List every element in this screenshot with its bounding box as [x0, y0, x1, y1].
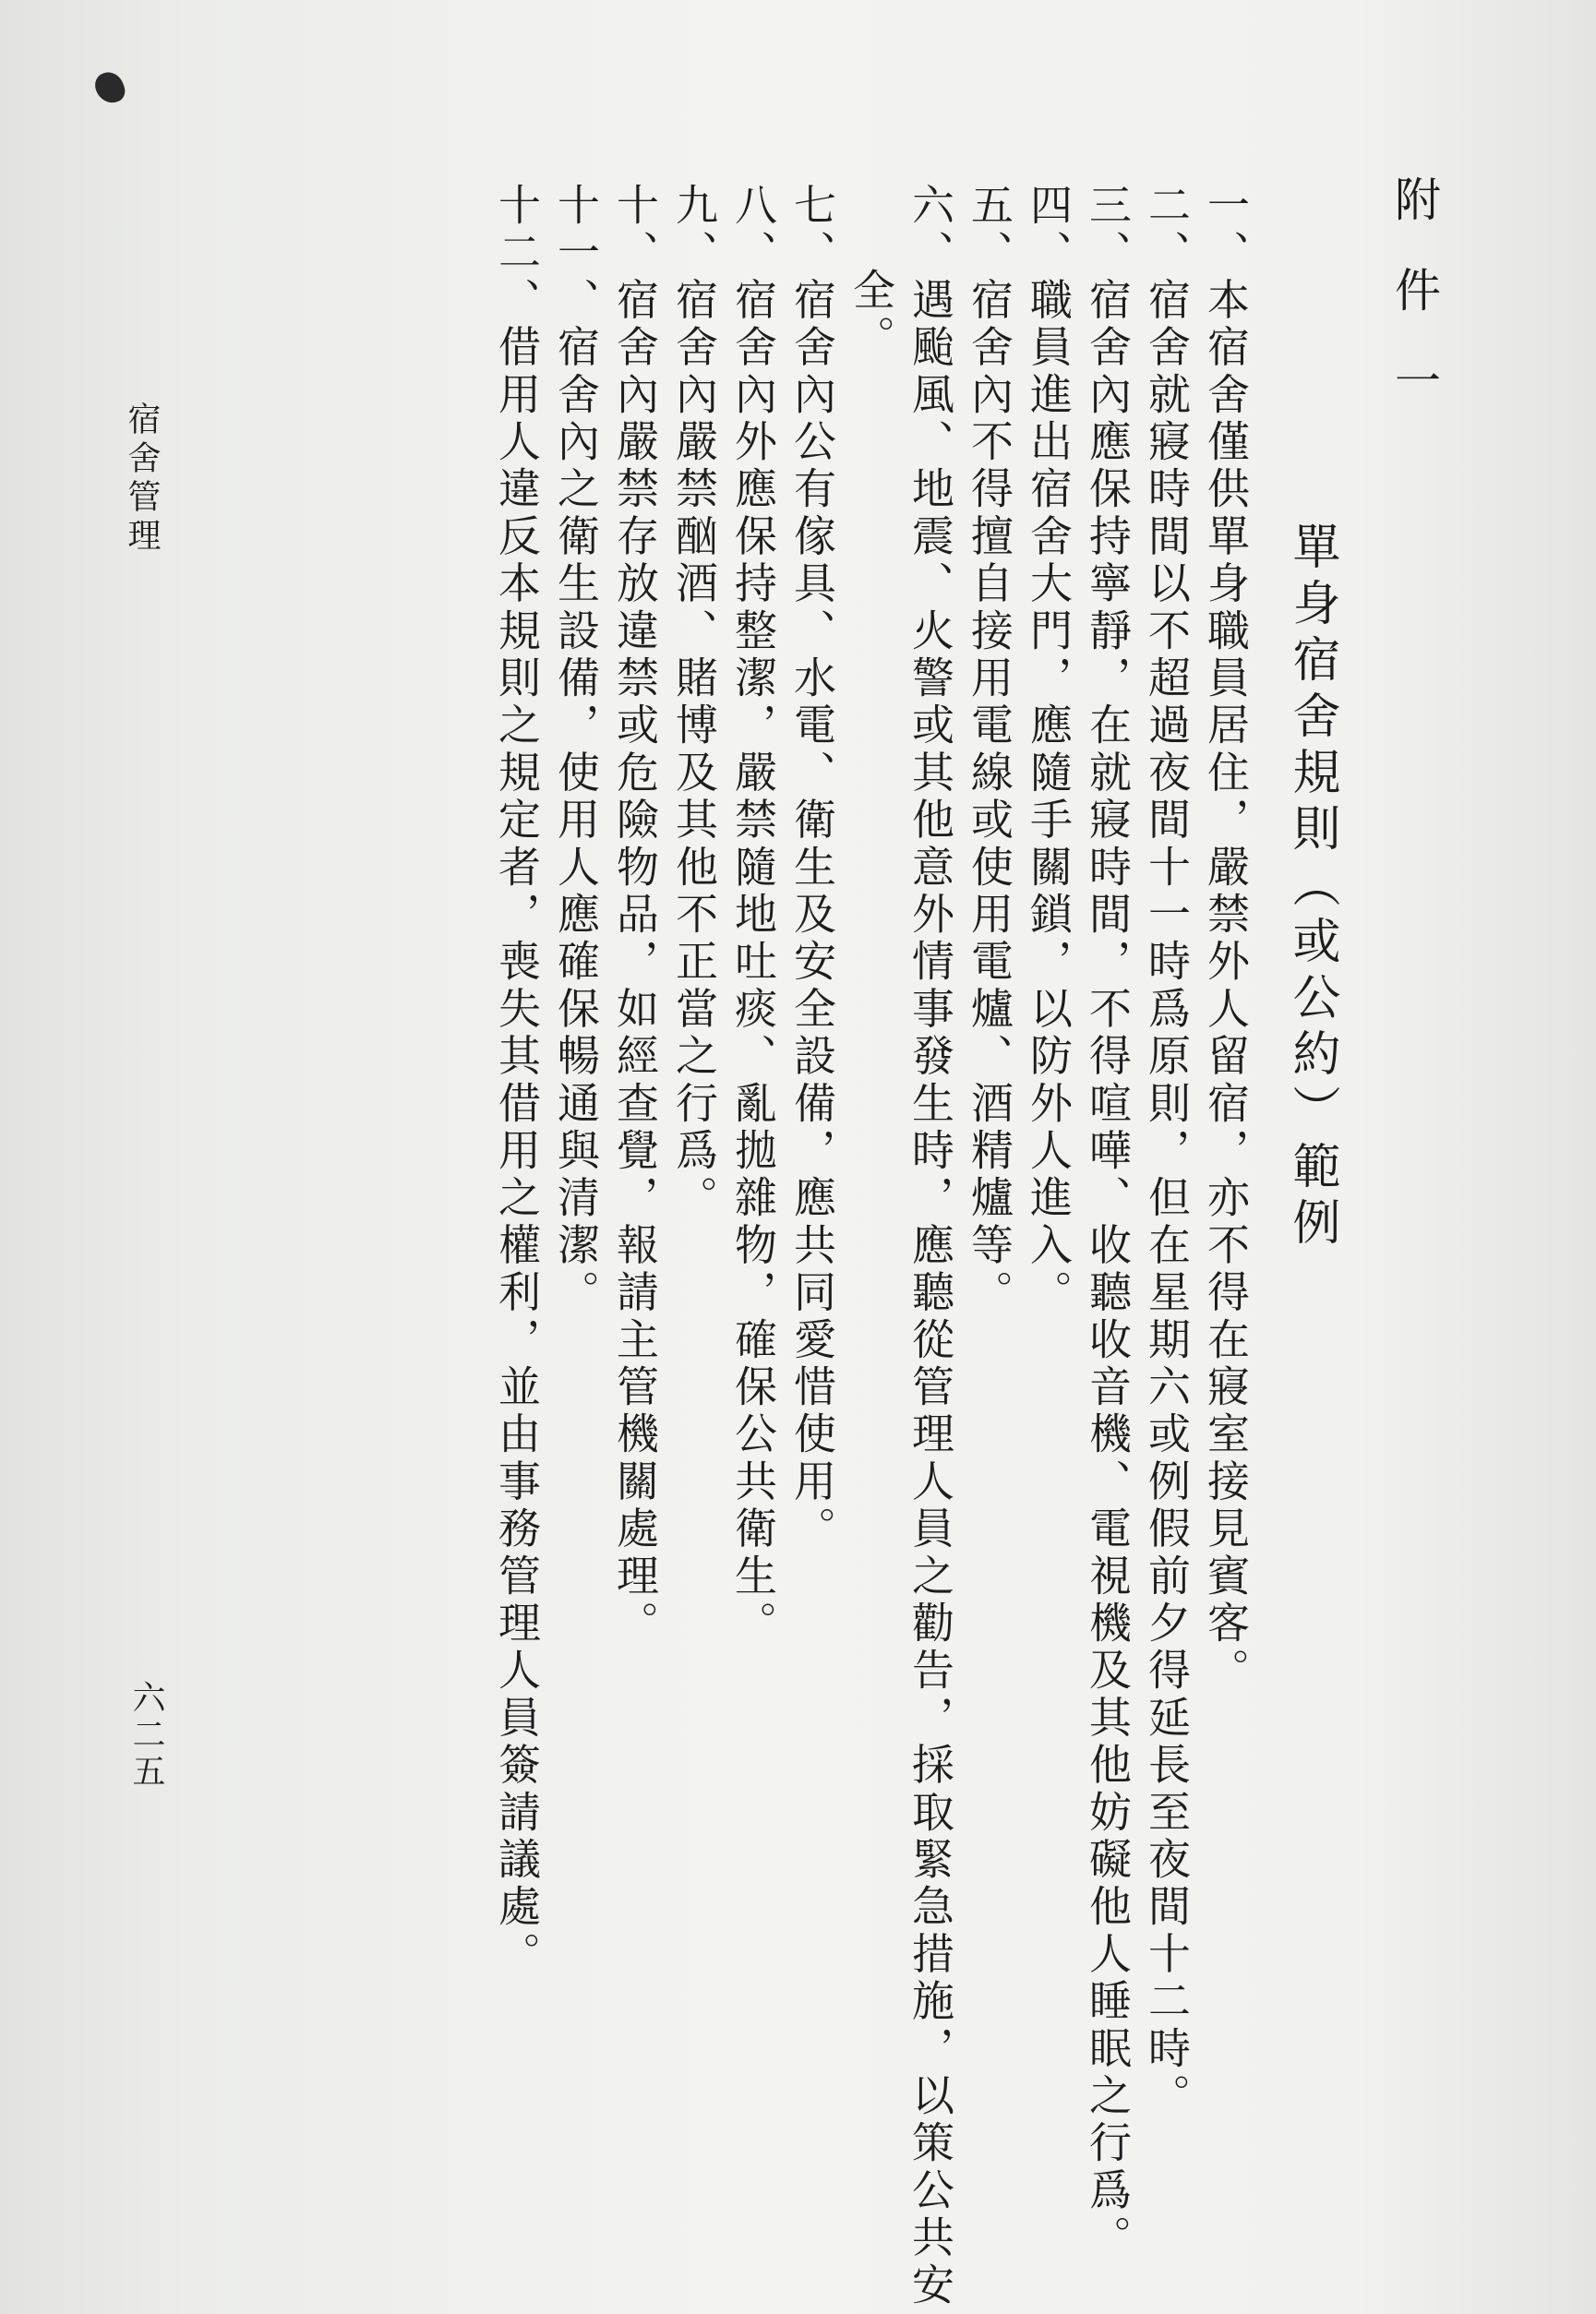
rule-number: 一、 — [1201, 183, 1251, 278]
rule-item-4 — [1024, 183, 1074, 1317]
rule-text: 宿舍內應保持寧靜，在就寢時間，不得喧嘩、收聽收音機、電視機及其他妨礙他人睡眠之行爲。 — [1083, 277, 1133, 2262]
rule-number: 七、 — [787, 183, 837, 278]
rule-number: 十、 — [610, 183, 660, 278]
rule-item-12 — [492, 183, 542, 1979]
rule-item-11 — [551, 183, 601, 1317]
page-number: 六二五 — [127, 1680, 165, 1791]
appendix-heading: 附件一 — [1387, 175, 1441, 447]
rule-number: 三、 — [1083, 183, 1133, 278]
rule-text: 宿舍內嚴禁酗酒、賭博及其他不正當之行爲。 — [669, 277, 719, 1223]
rule-text: 宿舍內之衛生設備，使用人應確保暢通與清潔。 — [551, 324, 601, 1317]
rule-item-6 — [906, 183, 955, 2310]
running-head: 宿舍管理 — [123, 402, 161, 557]
rule-item-2 — [1142, 183, 1192, 2121]
rule-text: 借用人違反本規則之規定者，喪失其借用之權利，並由事務管理人員簽請議處。 — [492, 324, 542, 1979]
rule-text: 宿舍內不得擅自接用電線或使用電爐、酒精爐等。 — [965, 277, 1014, 1317]
rule-number: 四、 — [1024, 183, 1074, 278]
ink-blot — [91, 68, 128, 107]
rule-text: 宿舍內公有傢具、水電、衛生及安全設備，應共同愛惜使用。 — [787, 277, 837, 1553]
rule-item-9 — [669, 183, 719, 1223]
show-through-mark — [1303, 138, 1356, 181]
rule-item-8 — [728, 183, 778, 1649]
document-title: 單身宿舍規則（或公約）範例 — [1284, 522, 1339, 1253]
rule-number: 九、 — [669, 183, 719, 278]
rule-number: 十一、 — [551, 183, 601, 325]
rule-number: 十二、 — [492, 183, 542, 325]
rule-item-5 — [965, 183, 1014, 1317]
rule-item-3 — [1083, 183, 1133, 2262]
rule-number: 八、 — [728, 183, 778, 278]
rule-item-10 — [610, 183, 660, 1649]
rule-item-1 — [1201, 183, 1251, 1696]
rule-text: 遇颱風、地震、火警或其他意外情事發生時，應聽從管理人員之勸告，採取緊急措施，以策公共安 — [906, 277, 955, 2310]
rule-text: 宿舍內外應保持整潔，嚴禁隨地吐痰、亂拋雜物，確保公共衛生。 — [728, 277, 778, 1649]
rule-text: 宿舍就寢時間以不超過夜間十一時爲原則，但在星期六或例假前夕得延長至夜間十二時。 — [1142, 277, 1192, 2121]
rule-item-7 — [787, 183, 837, 1553]
rule-number: 二、 — [1142, 183, 1192, 278]
rule-item-6-continuation: 全。 — [846, 268, 896, 363]
rule-text: 本宿舍僅供單身職員居住，嚴禁外人留宿，亦不得在寢室接見賓客。 — [1201, 277, 1251, 1696]
rule-number: 五、 — [965, 183, 1014, 278]
rule-text: 職員進出宿舍大門，應隨手關鎖，以防外人進入。 — [1024, 277, 1074, 1317]
rule-text: 宿舍內嚴禁存放違禁或危險物品，如經查覺，報請主管機關處理。 — [610, 277, 660, 1649]
rule-number: 六、 — [906, 183, 955, 278]
